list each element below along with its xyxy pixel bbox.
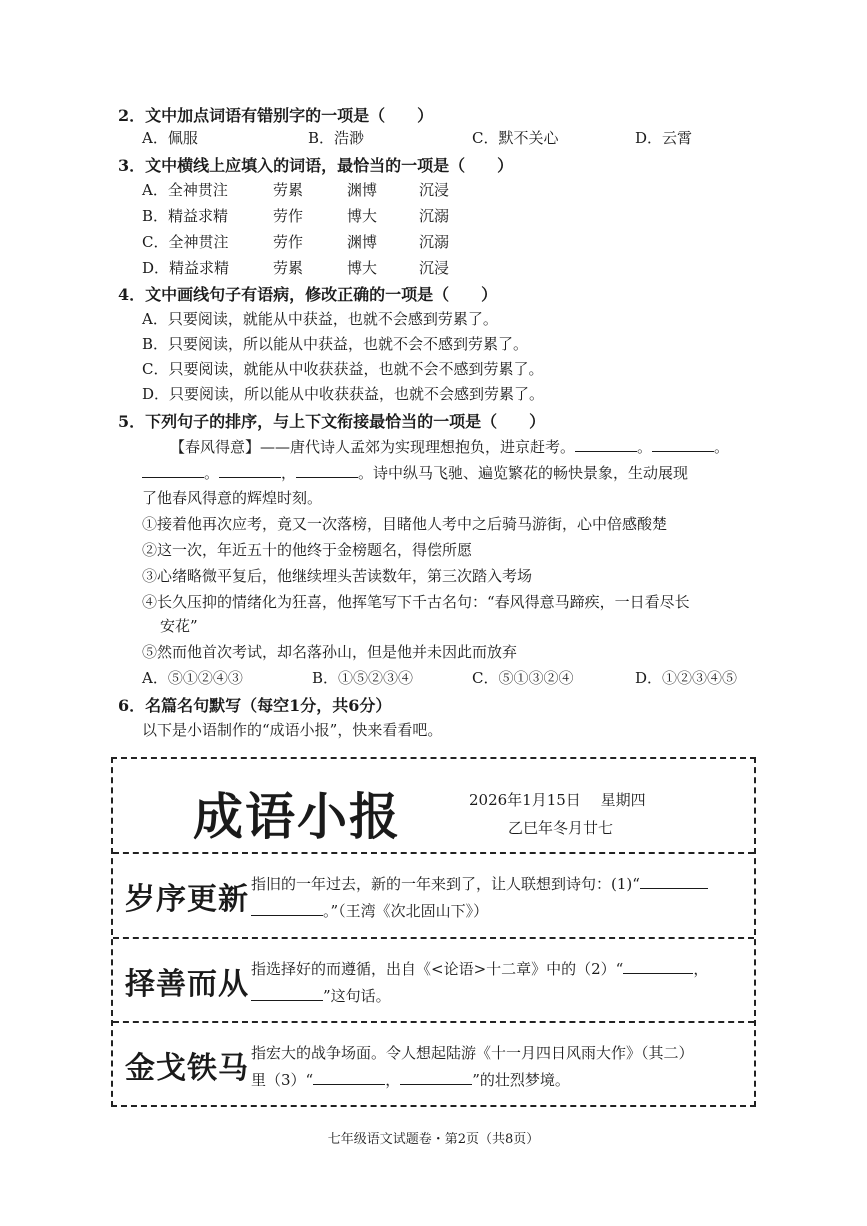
idiom-line [251, 1067, 751, 1094]
answer-blank [652, 437, 714, 452]
q5-option-a: A．⑤①②④③ [142, 669, 243, 687]
idiom-line [251, 871, 751, 898]
idiom-line-text: ”这句话。 [323, 987, 391, 1005]
q3-option-row [142, 257, 642, 277]
newspaper-title: 成语小报 [193, 787, 401, 846]
question-5-stem: 5．下列句子的排序，与上下文衔接最恰当的一项是（ ） [118, 412, 546, 431]
idiom-description [251, 871, 751, 925]
q4-option-c: C．只要阅读，就能从中收获获益，也就不会不感到劳累了。 [142, 360, 544, 378]
q3-cell: 渊博 [347, 181, 378, 199]
question-3-stem: 3．文中横线上应填入的词语，最恰当的一项是（ ） [118, 156, 514, 175]
q2-option-b: B．浩渺 [308, 129, 365, 147]
idiom-line-text: ”的壮烈梦境。 [472, 1071, 570, 1089]
newspaper-lunar-date: 乙巳年冬月廿七 [508, 819, 614, 837]
q3-cell: 沉溺 [419, 233, 450, 251]
idiom-line-text: 指旧的一年过去，新的一年来到了，让人联想到诗句：(1)“ [251, 875, 640, 893]
answer-blank [640, 874, 708, 889]
q4-option-a: A．只要阅读，就能从中获益，也就不会感到劳累了。 [142, 310, 498, 328]
q3-cell: 沉浸 [419, 181, 450, 199]
q3-cell: 沉浸 [419, 259, 450, 277]
question-2-options [142, 127, 742, 147]
q3-cell: D．精益求精 [142, 259, 230, 277]
q6-intro: 以下是小语制作的“成语小报”，快来看看吧。 [142, 721, 443, 739]
idiom-heading: 择善而从 [125, 967, 249, 1002]
idiom-line-text: 里（3）“ [251, 1071, 314, 1089]
q3-cell: 劳累 [273, 259, 304, 277]
answer-blank [623, 959, 693, 974]
q3-option-row [142, 179, 642, 199]
divider [113, 937, 754, 939]
question-6-stem: 6．名篇名句默写（每空1分，共6分） [118, 696, 392, 715]
answer-blank [219, 463, 281, 478]
q5-sentence-5: ⑤然而他首次考试，却名落孙山，但是他并未因此而放弃 [142, 643, 518, 661]
idiom-line-text: 。”（王湾《次北固山下》） [323, 902, 489, 920]
page-footer: 七年级语文试题卷・第2页（共8页） [327, 1132, 540, 1147]
q5-passage-line-3: 了他春风得意的辉煌时刻。 [142, 489, 323, 507]
q5-passage-line-2: 。 ， 。诗中纵马飞驰、遍览繁花的畅快景象，生动展现 [142, 462, 688, 483]
q5-sentence-2: ②这一次，年近五十的他终于金榜题名，得偿所愿 [142, 541, 473, 559]
idiom-heading: 岁序更新 [125, 882, 249, 917]
q3-cell: 博大 [347, 259, 378, 277]
idiom-line [251, 983, 751, 1010]
q3-cell: 劳作 [273, 233, 304, 251]
idiom-line-text: ， [693, 960, 709, 978]
q5-sentence-4: ④长久压抑的情绪化为狂喜，他挥笔写下千古名句：“春风得意马蹄疾，一日看尽长 [142, 593, 690, 611]
question-4-stem: 4．文中画线句子有语病，修改正确的一项是（ ） [118, 285, 498, 304]
idiom-description [251, 956, 751, 1010]
q2-option-a: A．佩服 [142, 129, 198, 147]
answer-blank [400, 1070, 472, 1085]
q4-option-d: D．只要阅读，所以能从中收获获益，也就不会感到劳累了。 [142, 385, 545, 403]
idiom-description [251, 1040, 751, 1094]
q3-option-row [142, 231, 642, 251]
q3-cell: 博大 [347, 207, 378, 225]
idiom-line-text: 指选择好的而遵循，出自《<论语>十二章》中的（2）“ [251, 960, 624, 978]
q5-passage-start: 【春风得意】——唐代诗人孟郊为实现理想抱负，进京赶考。 [170, 438, 576, 456]
question-5-options [142, 667, 762, 687]
idiom-line: 指宏大的战争场面。令人想起陆游《十一月四日风雨大作》（其二） [251, 1044, 694, 1062]
q5-passage-line-1: 【春风得意】——唐代诗人孟郊为实现理想抱负，进京赶考。 。 。 [170, 438, 730, 456]
answer-blank [251, 986, 323, 1001]
idiom-line [251, 898, 751, 925]
q5-passage-end: 。诗中纵马飞驰、遍览繁花的畅快景象，生动展现 [358, 464, 689, 482]
answer-blank [313, 1070, 385, 1085]
q3-cell: 劳作 [273, 207, 304, 225]
q3-cell: C．全神贯注 [142, 233, 229, 251]
q3-cell: B．精益求精 [142, 207, 229, 225]
q5-sentence-1: ①接着他再次应考，竟又一次落榜，目睹他人考中之后骑马游街，心中倍感酸楚 [142, 515, 668, 533]
idiom-line [251, 956, 751, 983]
answer-blank [575, 437, 637, 452]
q5-sentence-4-cont: 安花” [160, 617, 198, 635]
q3-cell: 劳累 [273, 181, 304, 199]
divider [113, 852, 754, 854]
question-2-stem: 2．文中加点词语有错别字的一项是（ ） [118, 106, 434, 125]
q4-option-b: B．只要阅读，所以能从中获益，也就不会不感到劳累了。 [142, 335, 529, 353]
answer-blank [251, 901, 323, 916]
newspaper-date: 2026年1月15日 星期四 [469, 791, 646, 809]
q2-option-d: D．云霄 [635, 129, 693, 147]
q5-option-c: C．⑤①③②④ [472, 669, 574, 687]
idiom-heading: 金戈铁马 [125, 1051, 249, 1086]
q5-option-b: B．①⑤②③④ [312, 669, 414, 687]
answer-blank [142, 463, 204, 478]
q3-cell: 沉溺 [419, 207, 450, 225]
q2-option-c: C．默不关心 [472, 129, 559, 147]
q3-cell: 渊博 [347, 233, 378, 251]
answer-blank [296, 463, 358, 478]
idiom-newspaper [111, 757, 756, 1107]
idiom-line-text: ， [385, 1071, 401, 1089]
q5-option-d: D．①②③④⑤ [635, 669, 738, 687]
q5-sentence-3: ③心绪略微平复后，他继续埋头苦读数年，第三次踏入考场 [142, 567, 533, 585]
divider [113, 1021, 754, 1023]
q3-option-row [142, 205, 642, 225]
q3-cell: A．全神贯注 [142, 181, 228, 199]
